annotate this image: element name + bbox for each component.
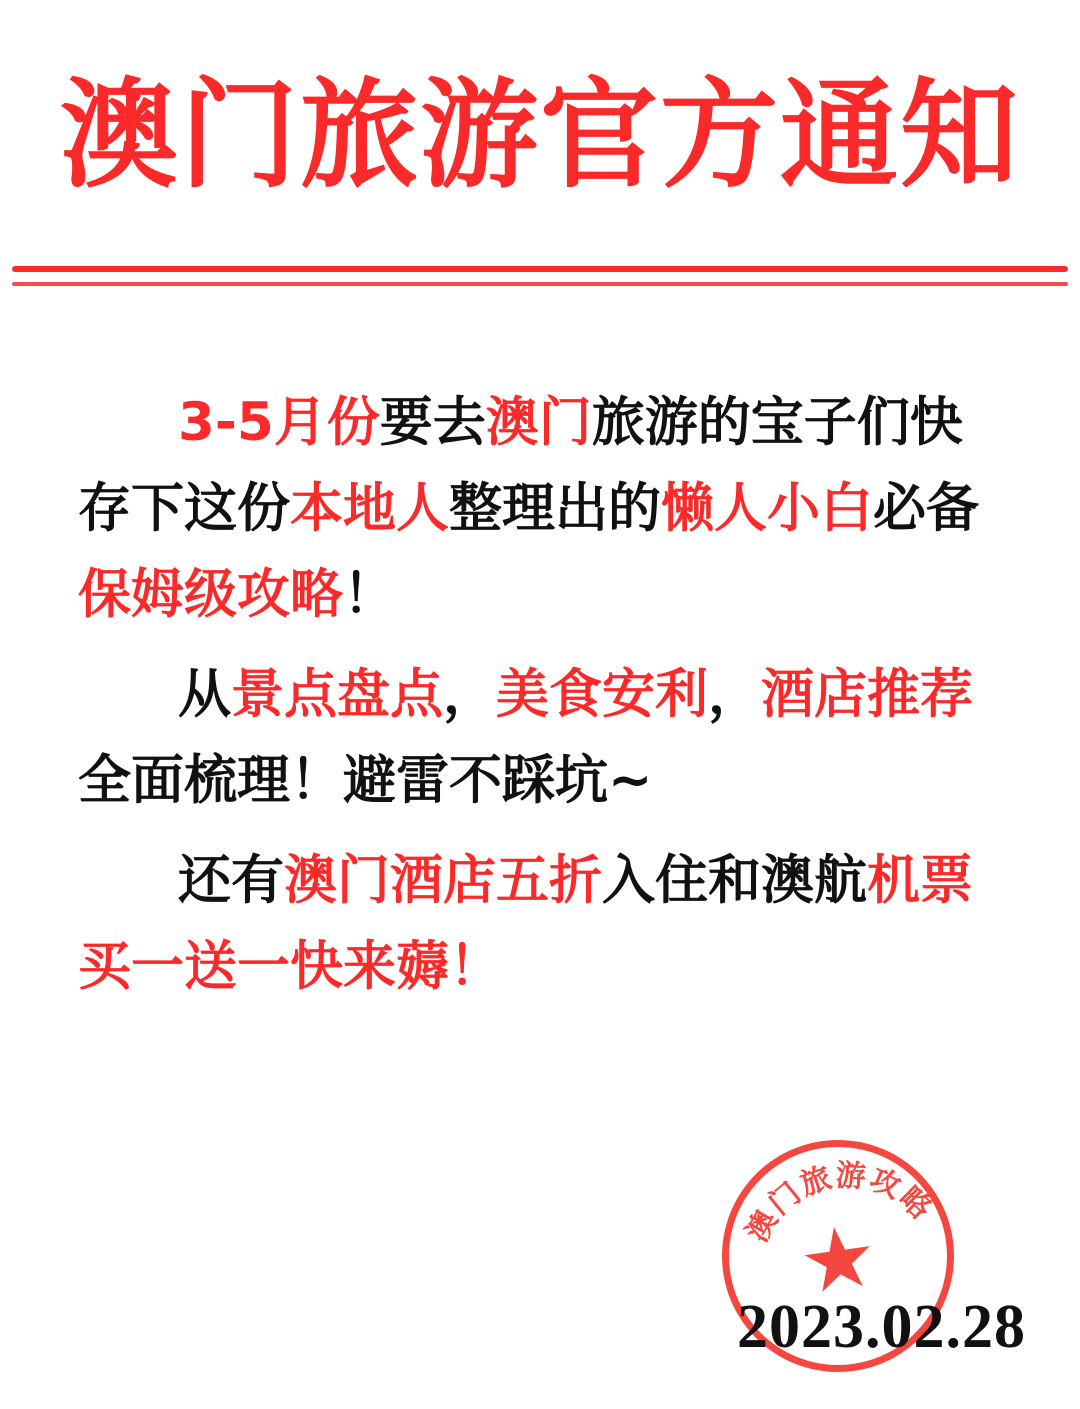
page-title: 澳门旅游官方通知 xyxy=(59,66,1020,204)
text-segment: 全面梳理！避雷不踩坑~ xyxy=(78,750,653,811)
text-segment: ！ xyxy=(343,564,396,625)
text-segment: 旅游的宝子们快存下这份 xyxy=(78,392,963,539)
divider-line-thin xyxy=(12,282,1068,286)
text-segment: 3-5月份 xyxy=(178,392,380,453)
text-segment: 澳门酒店五折 xyxy=(284,850,602,911)
text-segment: 澳门 xyxy=(485,392,592,453)
text-segment: ， xyxy=(443,664,496,725)
text-segment: 景点盘点 xyxy=(231,664,443,725)
text-segment: 保姆级攻略 xyxy=(78,564,343,625)
text-segment: 懒人小白 xyxy=(661,478,873,539)
text-segment: 还有 xyxy=(178,850,284,911)
paragraph-2 xyxy=(78,652,998,824)
text-segment: 酒店推荐 xyxy=(761,664,973,725)
title-divider xyxy=(12,266,1068,286)
svg-text:澳门旅游攻略: 澳门旅游攻略 xyxy=(739,1158,940,1248)
text-segment: ， xyxy=(708,664,761,725)
text-segment: 入住和澳航 xyxy=(602,850,867,911)
divider-line-thick xyxy=(12,266,1068,272)
text-segment: 从 xyxy=(178,664,231,725)
text-segment: 快来薅！ xyxy=(290,936,502,997)
text-segment: 要去 xyxy=(379,392,486,453)
body-content xyxy=(78,380,998,1010)
text-segment: 美食安利 xyxy=(496,664,708,725)
text-segment: 必备 xyxy=(873,478,979,539)
text-segment: 整理出的 xyxy=(449,478,661,539)
text-segment: 本地人 xyxy=(290,478,449,539)
paragraph-3 xyxy=(78,838,998,1010)
star-icon: ★ xyxy=(793,1207,884,1314)
paragraph-1 xyxy=(78,380,998,638)
date-label: 2023.02.28 xyxy=(737,1293,1026,1361)
text-segment: 机票买一送一 xyxy=(78,850,973,997)
